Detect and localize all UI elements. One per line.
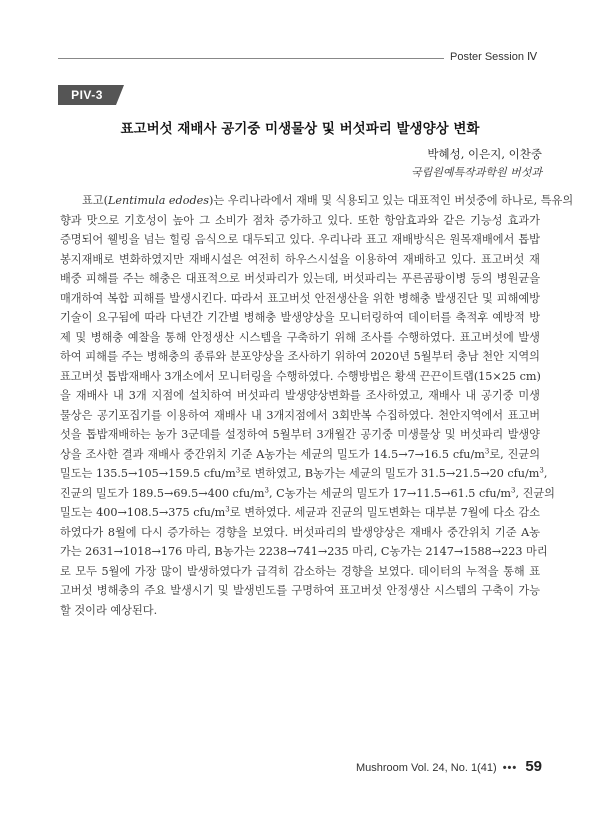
abstract-line: 고버섯 병해충의 주요 발생시기 및 발생빈도를 구명하여 표고버섯 안정생산 시스템의 구축이 가능 [60, 584, 540, 597]
footer-separator: ••• [502, 762, 518, 774]
abstract-body [60, 191, 574, 620]
affiliation: 국립원예특작과학원 버섯과 [410, 166, 542, 179]
page-number: 59 [525, 758, 542, 775]
abstract-line: 하였다가 8월에 다시 증가하는 경향을 보였다. 버섯파리의 발생양상은 재배사 중간위치 기준 A농 [60, 525, 540, 539]
abstract-line: 할 것이라 예상된다. [60, 603, 158, 617]
abstract-line: 봉지재배로 변화하였지만 재배시설은 여전히 하우스시설을 이용하여 재배하고 있다. 표고버섯 재 [60, 252, 540, 266]
abstract-line: 표고버섯 톱밥재배사 3개소에서 모니터링을 수행하였다. 수행방법은 황색 끈끈이트랩(15×25 cm) [60, 369, 541, 383]
header-rule [58, 58, 444, 59]
abstract-line: 제 및 병해충 예찰을 통해 안정생산 시스템을 구축하기 위해 조사를 수행하였다. 표고버섯에 발생 [60, 330, 540, 344]
abstract-line: 상을 조사한 결과 재배사 중간위치 기준 A농가는 세균의 밀도가 14.5→7→16.5 cfu/$m^3$로, 진균의 [60, 446, 541, 461]
session-label: Poster Session Ⅳ [450, 51, 538, 63]
abstract-line: 을 재배사 내 3개 지점에 설치하여 버섯파리 발생양상변화를 조사하였고, 재배사 내 공기중 미생 [60, 389, 540, 402]
abstract-line: 기술이 요구됨에 따라 다년간 기간별 병해충 발생양상을 모니터링하여 데이터를 축적후 예방적 방 [60, 311, 540, 324]
abstract-line: 표고(Lentimula edodes)는 우리나라에서 재배 및 식용되고 있는 대표적인 버섯중에 하나로, 특유의 [82, 194, 574, 207]
abstract-line: 로 모두 5월에 가장 많이 발생하였다가 급격히 감소하는 경향을 보였다. 데이터의 누적을 통해 표 [60, 564, 540, 578]
abstract-line: 진균의 밀도가 189.5→69.5→400 cfu/$m^3$, C농가는 세균의 밀도가 17→11.5→61.5 cfu/$m^3$, 진균의 [60, 485, 555, 500]
paper-title: 표고버섯 재배사 공기중 미생물상 및 버섯파리 발생양상 변화 [120, 121, 480, 137]
abstract-id-badge: PIV-3 [58, 85, 116, 105]
abstract-line: 물상은 공기포집기를 이용하여 재배사 내 3개지점에서 3회반복 수집하였다. 천안지역에서 표고버 [60, 408, 540, 422]
abstract-line: 하여 피해를 주는 병해충의 종류와 분포양상을 조사하기 위하여 2020년 5월부터 충남 천안 지역의 [60, 350, 540, 363]
badge-tail-decoration [116, 85, 124, 105]
abstract-line: 밀도는 400→108.5→375 cfu/$m^3$로 변하였다. 세균과 진균의 밀도변화는 대부분 7월에 다소 감소 [60, 505, 540, 519]
abstract-line: 섯을 톱밥재배하는 농가 3군데를 설정하여 5월부터 3개월간 공기중 미생물상 및 버섯파리 발생양 [60, 428, 540, 441]
journal-citation: Mushroom Vol. 24, No. 1(41) [356, 762, 497, 774]
abstract-line: 가는 2631→1018→176 마리, B농가는 2238→741→235 마리, C농가는 2147→1588→223 마리 [60, 545, 548, 558]
page-footer [282, 758, 542, 775]
authors: 박혜성, 이은지, 이찬중 [427, 147, 542, 161]
abstract-line: 증명되어 웰빙을 넘는 힐링 음식으로 대두되고 있다. 우리나라 표고 재배방식은 원목재배에서 톱밥 [60, 233, 540, 246]
abstract-line: 향과 맛으로 기호성이 높아 그 소비가 점차 증가하고 있다. 또한 항암효과와 같은 기능성 효과가 [60, 213, 540, 227]
abstract-line: 밀도는 135.5→105→159.5 cfu/$m^3$로 변하였고, B농가는 세균의 밀도가 31.5→21.5→20 cfu/$m^3$, [60, 466, 548, 480]
abstract-line: 배중 피해를 주는 해충은 대표적으로 버섯파리가 있는데, 버섯파리는 푸른곰팡이병 등의 병원균을 [60, 272, 540, 285]
abstract-line: 매개하여 복합 피해를 발생시킨다. 따라서 표고버섯 안전생산을 위한 병해충 발생진단 및 피해예방 [60, 291, 540, 305]
